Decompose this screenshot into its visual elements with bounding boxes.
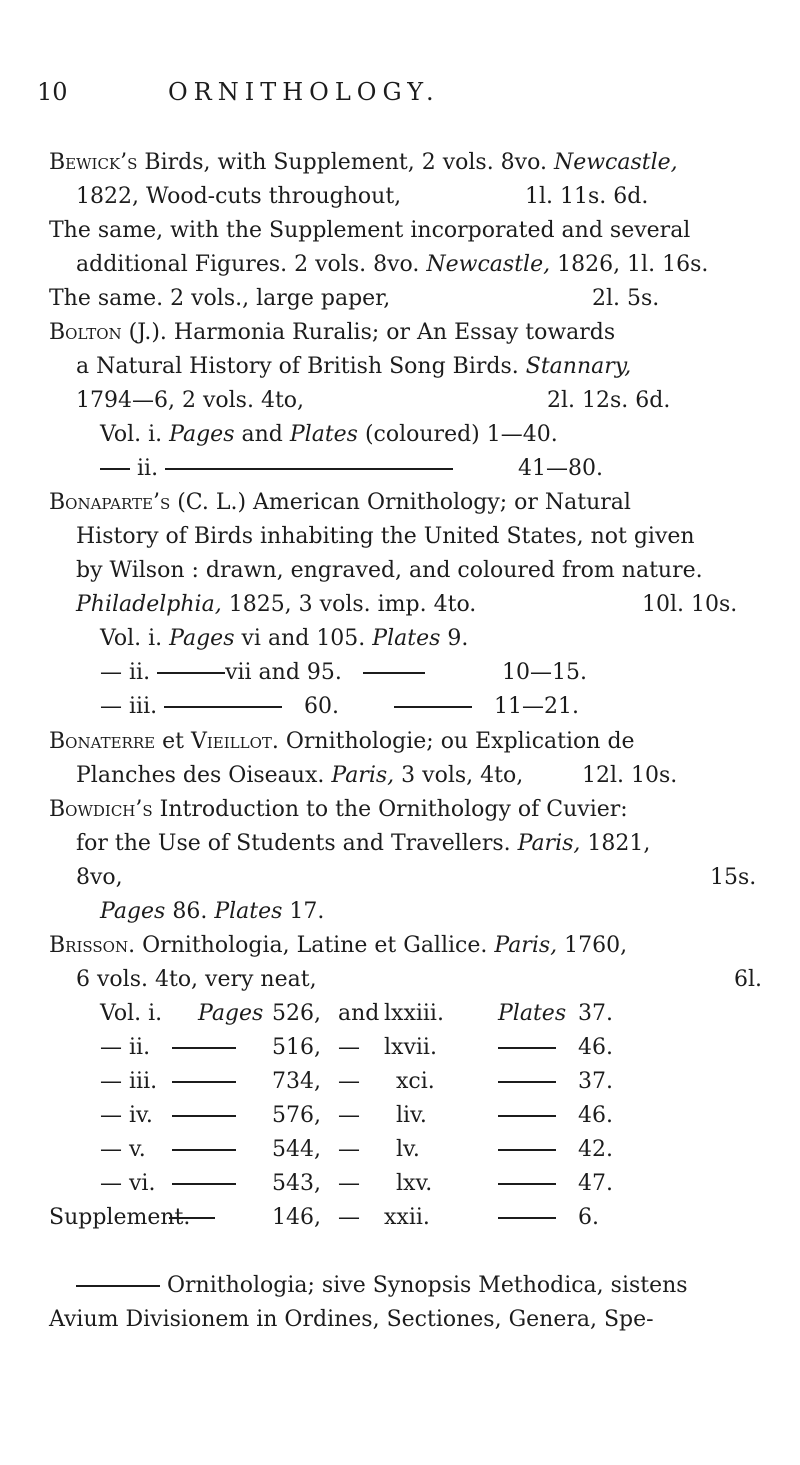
bolton-vol-2: [100, 454, 453, 484]
roman-pages: lxvii.: [384, 1035, 437, 1060]
ditto-dash-wrap: [498, 1067, 556, 1097]
ditto-dash: [172, 1183, 236, 1185]
ditto-dash-wrap: [498, 1033, 556, 1063]
ditto-dash: [394, 706, 472, 708]
ditto-dash: [157, 672, 225, 674]
page-number: 10: [37, 78, 68, 106]
place: Philadelphia,: [76, 592, 222, 617]
plate-range: 10—15.: [502, 660, 587, 685]
roman-pages: lxv.: [396, 1171, 433, 1196]
entry-text: (C. L.) American Ornithology; or Natural: [170, 490, 631, 515]
ditto-dash: [498, 1115, 556, 1117]
entry-text: additional Figures. 2 vols. 8vo.: [76, 252, 427, 277]
ditto-dash-wrap: [172, 1067, 236, 1097]
entry-text: 1822, Wood-cuts throughout,: [76, 184, 402, 209]
pages-word: Pages: [169, 422, 235, 447]
ditto-dash: [498, 1081, 556, 1083]
brisson-line-2: 6 vols. 4to, very neat,: [76, 967, 317, 992]
roman-pages: xxii.: [384, 1205, 430, 1230]
bonaparte-vol-1: [100, 624, 468, 654]
pages: 146,: [272, 1205, 321, 1230]
entry-text: and: [338, 1001, 380, 1026]
price: 12l. 10s.: [582, 763, 678, 788]
bewick-line-5: The same. 2 vols., large paper,: [49, 286, 391, 311]
entry-text: 86.: [165, 899, 215, 924]
entry-text: 3 vols, 4to,: [394, 763, 524, 788]
brisson-synopsis-line-2: Avium Divisionem in Ordines, Sectiones, Genera, Spe-: [49, 1307, 654, 1332]
plates-word: Plates: [372, 626, 441, 651]
author-name: Bolton: [49, 320, 122, 345]
plates: 47.: [578, 1171, 613, 1196]
plates: 42.: [578, 1137, 613, 1162]
bowdich-line-3: 8vo,: [76, 865, 123, 890]
pages: 576,: [272, 1103, 321, 1128]
entry-text: 1821,: [580, 831, 651, 856]
plates: 46.: [578, 1103, 613, 1128]
ditto-dash-wrap: [498, 1169, 556, 1199]
vol-label: Vol. i.: [100, 626, 170, 651]
entry-text: (coloured) 1—40.: [357, 422, 558, 447]
vol-label: — iv.: [100, 1103, 153, 1128]
author-name: Bowdich’s: [49, 797, 153, 822]
bonaparte-line-4: [76, 590, 476, 620]
ditto-dash: [172, 1081, 236, 1083]
vol-label: ii.: [137, 456, 159, 481]
ditto-dash-wrap: [172, 1169, 236, 1199]
price: 1l. 11s. 6d.: [525, 184, 649, 209]
ditto-dash: [172, 1115, 236, 1117]
pages: 544,: [272, 1137, 321, 1162]
bolton-vol-1: [100, 420, 558, 450]
bowdich-line-2: [76, 829, 650, 859]
author-name: Bewick’s: [49, 150, 138, 175]
place: Stannary,: [525, 354, 632, 379]
price: 15s.: [710, 865, 757, 890]
price: 10l. 10s.: [642, 592, 738, 617]
bewick-line-2: [76, 182, 401, 212]
place: Paris,: [517, 831, 581, 856]
entry-text: et: [155, 729, 191, 754]
bewick-line-1: [49, 148, 678, 178]
row-dash: —: [338, 1103, 360, 1128]
entry-text: (J.). Harmonia Ruralis; or An Essay towards: [121, 320, 616, 345]
entry-text: 17.: [282, 899, 325, 924]
entry-text: 1826, 1l. 16s.: [550, 252, 709, 277]
place: Newcastle,: [426, 252, 551, 277]
bonaparte-line-1: [49, 488, 631, 518]
plates: 6.: [578, 1205, 599, 1230]
plate-range: 11—21.: [494, 694, 579, 719]
roman-pages: lv.: [396, 1137, 420, 1162]
plates-word: Plates: [289, 422, 358, 447]
roman-pages: liv.: [396, 1103, 427, 1128]
plates: 37.: [578, 1001, 613, 1026]
row-dash: —: [338, 1069, 360, 1094]
entry-text: Ornithologia, Latine et Gallice.: [135, 933, 495, 958]
entry-text: Birds, with Supplement, 2 vols. 8vo.: [137, 150, 554, 175]
ditto-dash-wrap: [498, 1135, 556, 1165]
vol-label: — ii.: [100, 1035, 151, 1060]
pages: 60.: [304, 694, 339, 719]
ditto-dash: [164, 706, 282, 708]
ditto-dash: [172, 1047, 236, 1049]
row-dash: —: [338, 1205, 360, 1230]
ditto-dash: [100, 468, 130, 470]
price: 6l.: [734, 967, 763, 992]
ditto-dash: [498, 1047, 556, 1049]
plates-word: Plates: [498, 1001, 567, 1026]
bonaparte-vol-2: [100, 658, 425, 688]
price: 2l. 5s.: [592, 286, 660, 311]
bewick-line-3: The same, with the Supplement incorporated and several: [49, 218, 691, 243]
author-name: Vieillot.: [190, 729, 279, 754]
ditto-dash: [169, 1217, 215, 1219]
ditto-dash: [172, 1149, 236, 1151]
plates: 37.: [578, 1069, 613, 1094]
running-title: ORNITHOLOGY.: [168, 78, 440, 106]
price: 2l. 12s. 6d.: [547, 388, 671, 413]
vol-label: — vi.: [100, 1171, 156, 1196]
pages: 526,: [272, 1001, 321, 1026]
vol-label: — v.: [100, 1137, 146, 1162]
vol-label: Vol. i.: [100, 422, 170, 447]
ditto-dash: [363, 672, 425, 674]
row-dash: —: [338, 1035, 360, 1060]
entry-text: Introduction to the Ornithology of Cuvier:: [152, 797, 628, 822]
entry-text: Ornithologie; ou Explication de: [278, 729, 635, 754]
brisson-synopsis-line-1: [76, 1271, 688, 1301]
plates: 46.: [578, 1035, 613, 1060]
ditto-dash-wrap: [394, 692, 472, 722]
row-dash: —: [338, 1137, 360, 1162]
entry-text: Planches des Oiseaux.: [76, 763, 332, 788]
bonaterre-line-2: [76, 761, 523, 791]
bonaterre-line-1: [49, 727, 635, 757]
ditto-dash: [498, 1217, 556, 1219]
bonaparte-line-2: History of Birds inhabiting the United States, not given: [76, 524, 695, 549]
pages: 543,: [272, 1171, 321, 1196]
entry-text: a Natural History of British Song Birds.: [76, 354, 526, 379]
pages-word: Pages: [198, 1001, 264, 1026]
place: Paris,: [494, 933, 558, 958]
pages-word: Pages: [100, 899, 166, 924]
bolton-line-2: [76, 352, 631, 382]
ditto-dash-wrap: [172, 1135, 236, 1165]
bewick-line-4: [76, 250, 708, 280]
place: Paris,: [331, 763, 395, 788]
pages: 734,: [272, 1069, 321, 1094]
author-name: Bonaparte’s: [49, 490, 171, 515]
bolton-line-3: 1794—6, 2 vols. 4to,: [76, 388, 305, 413]
entry-text: 1760,: [557, 933, 628, 958]
plates-word: Plates: [214, 899, 283, 924]
ditto-dash-wrap: [172, 1101, 236, 1131]
bolton-line-1: [49, 318, 615, 348]
bonaparte-vol-3: [100, 692, 282, 722]
author-name: Brisson.: [49, 933, 136, 958]
author-name: Bonaterre: [49, 729, 156, 754]
ditto-dash: [498, 1183, 556, 1185]
bonaparte-line-3: by Wilson : drawn, engraved, and coloured from nature.: [76, 558, 703, 583]
entry-text: Ornithologia; sive Synopsis Methodica, sistens: [167, 1273, 688, 1298]
row-dash: —: [338, 1171, 360, 1196]
bowdich-line-1: [49, 795, 628, 825]
ditto-dash-wrap: [172, 1033, 236, 1063]
vol-label: Vol. i.: [100, 1001, 163, 1026]
bowdich-line-4: [100, 897, 324, 927]
ditto-dash-wrap: [498, 1101, 556, 1131]
ditto-dash: [165, 468, 453, 470]
entry-text: for the Use of Students and Travellers.: [76, 831, 518, 856]
entry-text: 1825, 3 vols. imp. 4to.: [221, 592, 477, 617]
vol-label: — iii.: [100, 694, 158, 719]
ditto-dash: [76, 1285, 160, 1287]
place: Newcastle,: [553, 150, 678, 175]
pages: 516,: [272, 1035, 321, 1060]
plate-range: 41—80.: [518, 456, 603, 481]
pages: vii and 95.: [225, 660, 342, 685]
entry-text: and: [234, 422, 290, 447]
ditto-dash: [498, 1149, 556, 1151]
roman-pages: xci.: [396, 1069, 435, 1094]
entry-text: 9.: [440, 626, 469, 651]
vol-label: — ii.: [100, 660, 151, 685]
pages-word: Pages: [169, 626, 235, 651]
vol-label: — iii.: [100, 1069, 158, 1094]
brisson-line-1: [49, 931, 627, 961]
ditto-dash-wrap: [498, 1203, 556, 1233]
vol-label: Supplement.: [49, 1205, 191, 1230]
entry-text: vi and 105.: [234, 626, 373, 651]
roman-pages: lxxiii.: [384, 1001, 444, 1026]
ditto-dash-wrap: [169, 1203, 215, 1233]
